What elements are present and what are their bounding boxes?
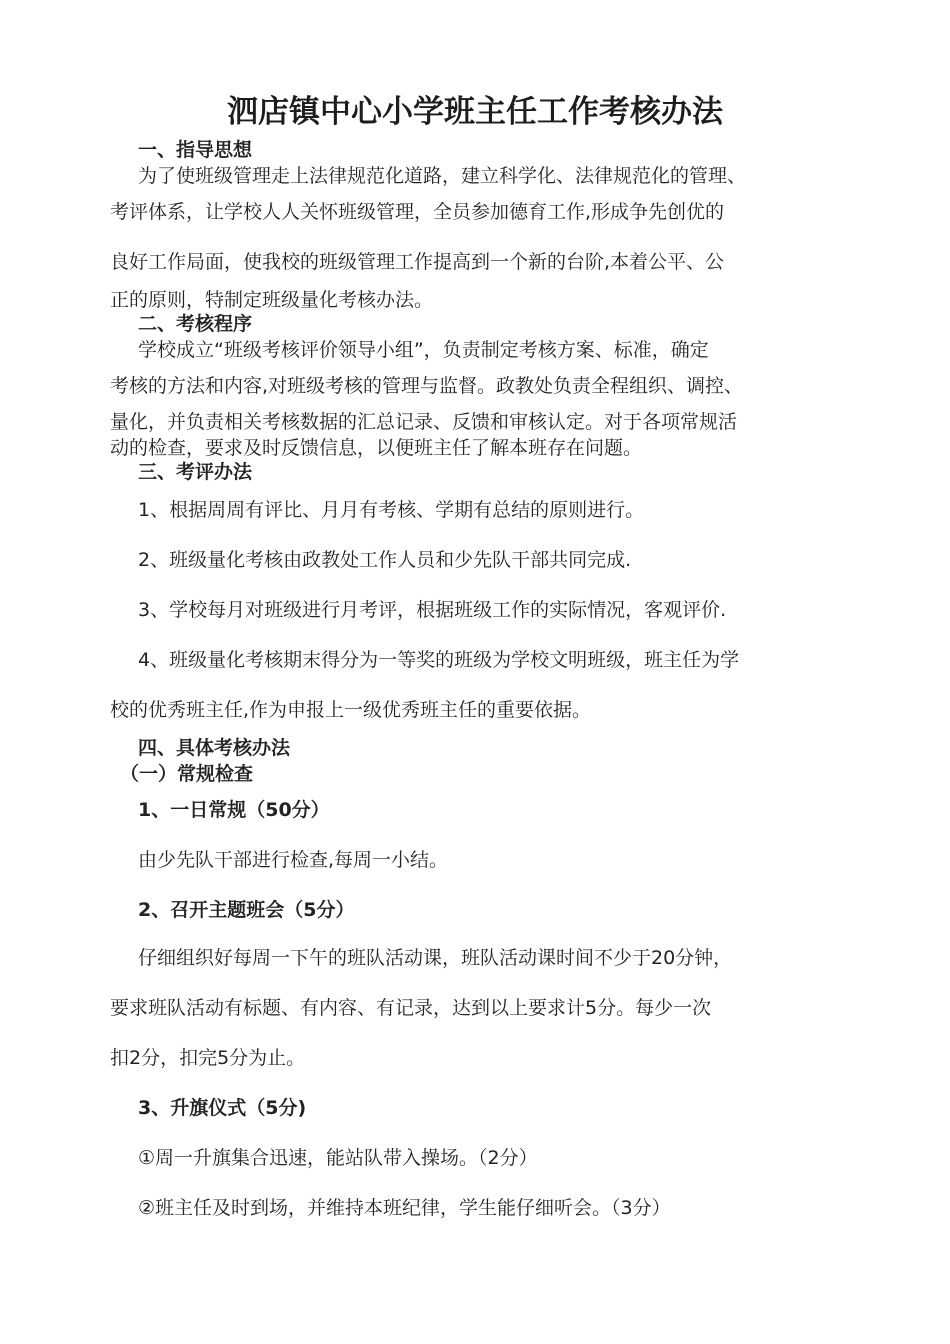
subsection-heading-routine: （一）常规检查: [120, 763, 254, 785]
paragraph-line: 校的优秀班主任,作为申报上一级优秀班主任的重要依据。: [110, 699, 592, 721]
paragraph-line: 良好工作局面，使我校的班级管理工作提高到一个新的台阶,本着公平、公: [110, 251, 725, 273]
paragraph-line: 扣2分，扣完5分为止。: [110, 1047, 306, 1069]
paragraph-line: 学校成立“班级考核评价领导小组”，负责制定考核方案、标准，确定: [138, 339, 709, 361]
item-heading-flag-ceremony: 3、升旗仪式（5分): [138, 1097, 307, 1119]
paragraph-line: 考评体系，让学校人人关怀班级管理，全员参加德育工作,形成争先创优的: [110, 201, 725, 223]
item-heading-class-meeting: 2、召开主题班会（5分）: [138, 899, 355, 921]
section-heading-procedure: 二、考核程序: [138, 313, 253, 335]
list-item: ②班主任及时到场，并维持本班纪律，学生能仔细听会。（3分）: [138, 1197, 671, 1219]
document-title: 泗店镇中心小学班主任工作考核办法: [227, 94, 723, 130]
list-item: 2、班级量化考核由政教处工作人员和少先队干部共同完成.: [138, 549, 632, 571]
paragraph-line: 要求班队活动有标题、有内容、有记录，达到以上要求计5分。每少一次: [110, 997, 712, 1019]
section-heading-evaluation: 三、考评办法: [138, 461, 253, 483]
section-heading-methods: 四、具体考核办法: [138, 737, 291, 759]
list-item: ①周一升旗集合迅速，能站队带入操场。（2分）: [138, 1147, 538, 1169]
paragraph-line: 正的原则，特制定班级量化考核办法。: [110, 289, 434, 311]
list-item: 1、根据周周有评比、月月有考核、学期有总结的原则进行。: [138, 499, 645, 521]
paragraph-line: 仔细组织好每周一下午的班队活动课，班队活动课时间不少于20分钟，: [138, 947, 733, 969]
paragraph-line: 为了使班级管理走上法律规范化道路，建立科学化、法律规范化的管理、: [138, 165, 747, 187]
section-heading-guiding-thought: 一、指导思想: [138, 139, 253, 161]
item-heading-daily-routine: 1、一日常规（50分）: [138, 799, 330, 821]
list-item: 4、班级量化考核期末得分为一等奖的班级为学校文明班级，班主任为学: [138, 649, 740, 671]
list-item: 3、学校每月对班级进行月考评，根据班级工作的实际情况，客观评价.: [138, 599, 727, 621]
paragraph-line: 考核的方法和内容,对班级考核的管理与监督。政教处负责全程组织、调控、: [110, 375, 744, 397]
paragraph-line: 量化，并负责相关考核数据的汇总记录、反馈和审核认定。对于各项常规活: [110, 411, 738, 433]
paragraph-line: 由少先队干部进行检查,每周一小结。: [138, 849, 449, 871]
paragraph-line: 动的检查，要求及时反馈信息，以便班主任了解本班存在问题。: [110, 437, 643, 459]
